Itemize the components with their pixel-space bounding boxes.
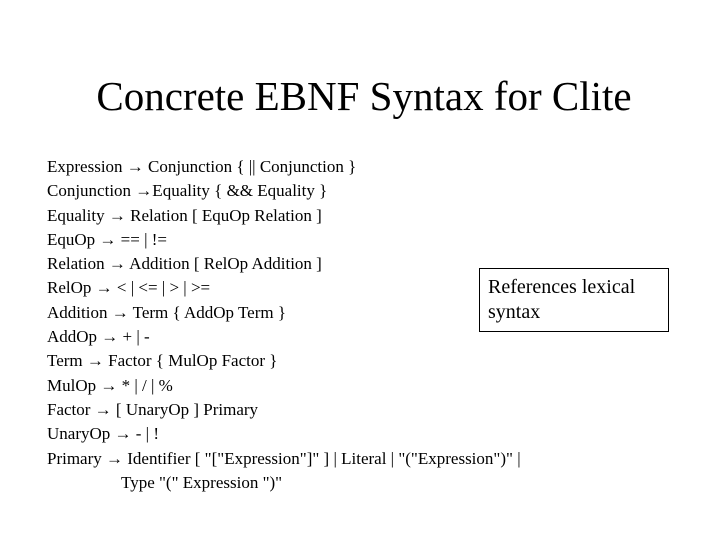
rule-factor: Factor → [ UnaryOp ] Primary — [47, 399, 259, 419]
rule-relop: RelOp → < | <= | > | >= — [47, 278, 211, 298]
rule-equop: EquOp → == | != — [47, 229, 167, 249]
lexical-syntax-callout — [479, 268, 669, 332]
rule-addop: AddOp → + | - — [47, 327, 150, 347]
grammar-rules-list — [47, 155, 521, 495]
rule-relation: Relation → Addition [ RelOp Addition ] — [47, 254, 322, 274]
rule-expression: Expression → Conjunction { || Conjunction } — [47, 157, 357, 176]
callout-line-2: syntax — [488, 301, 541, 323]
rule-equality: Equality → Relation [ EquOp Relation ] — [47, 205, 322, 225]
slide-title: Concrete EBNF Syntax for Clite — [96, 73, 632, 119]
rule-mulop: MulOp → * | / | % — [47, 375, 173, 395]
rule-primary: Primary → Identifier [ "["Expression"]" ] | Literal | "("Expression")" | — [47, 448, 521, 468]
callout-line-1: References lexical — [488, 276, 636, 298]
rule-term: Term → Factor { MulOp Factor } — [47, 351, 278, 371]
rule-addition: Addition → Term { AddOp Term } — [47, 302, 287, 322]
rule-unaryop: UnaryOp → - | ! — [47, 424, 159, 444]
rule-primary-continuation: Type "(" Expression ")" — [121, 472, 283, 492]
rule-conjunction: Conjunction →Equality { && Equality } — [47, 181, 328, 201]
